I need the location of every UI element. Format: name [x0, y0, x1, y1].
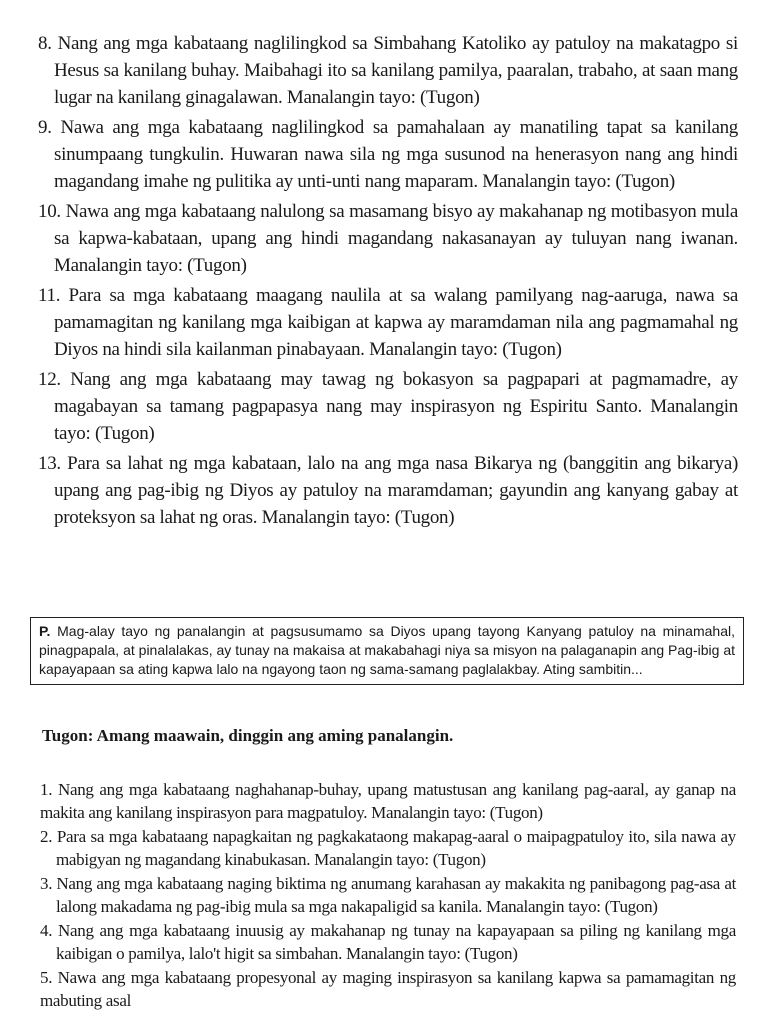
- list-item: 9. Nawa ang mga kabataang naglilingkod sa pamahalaan ay manatiling tapat sa kanilang sinumpaang tungkulin. Huwaran nawa sila ng mga susunod na henerasyon nang ang hindi magandang imahe ng pulitika ay unti-unti nang maparam. Manalangin tayo: (Tugon): [38, 117, 738, 192]
- list-item: 12. Nang ang mga kabataang may tawag ng bokasyon sa pagpapari at pagmamadre, ay magabayan sa tamang pagpapasya nang may inspirasyon ng Espiritu Santo. Manalangin tayo: (Tugon): [38, 369, 738, 444]
- list-item: 4. Nang ang mga kabataang inuusig ay makahanap ng tunay na kapayapaan sa piling ng kanilang mga kaibigan o pamilya, lalo't higit sa simbahan. Manalangin tayo: (Tugon): [40, 921, 736, 963]
- list-item: 8. Nang ang mga kabataang naglilingkod sa Simbahang Katoliko ay patuloy na makatagpo si Hesus sa kanilang buhay. Maibahagi ito sa kanilang pamilya, paaralan, trabaho, at saan mang lugar na kanilang ginagalawan. Manalangin tayo: (Tugon): [38, 33, 738, 108]
- list-item: 10. Nawa ang mga kabataang nalulong sa masamang bisyo ay makahanap ng motibasyon mula sa kapwa-kabataan, upang ang hindi magandang nakasanayan ay tuluyan nang iwanan. Manalangin tayo: (Tugon): [38, 201, 738, 276]
- list-item: 2. Para sa mga kabataang napagkaitan ng pagkakataong makapag-aaral o maipagpatuloy ito, sila nawa ay mabigyan ng magandang kinabukasan. Manalangin tayo: (Tugon): [40, 827, 736, 869]
- presider-prayer-box: [30, 617, 744, 685]
- list-item: 13. Para sa lahat ng mga kabataan, lalo na ang mga nasa Bikarya ng (banggitin ang bikarya) upang ang pag-ibig ng Diyos ay patuloy na maramdaman; gayundin ang kanyang gabay at proteksyon sa lahat ng oras. Manalangin tayo: (Tugon): [38, 453, 738, 528]
- intercessions-bottom-list: [40, 778, 736, 1013]
- list-item: 1. Nang ang mga kabataang naghahanap-buhay, upang matustusan ang kanilang pag-aaral, ay ganap na makita ang kanilang inspirasyon para magpatuloy. Manalangin tayo: (Tugon): [40, 780, 736, 822]
- intercessions-top-list: [38, 30, 738, 534]
- presider-prayer-text: Mag-alay tayo ng panalangin at pagsusumamo sa Diyos upang tayong Kanyang patuloy na minamahal, pinagpapala, at pinalalakas, ay tunay na makaisa at makabahagi niya sa misyon na palaganapin ang Pag-ibig at kapayapaan sa ating kapwa lalo na ngayong taon ng sama-samang paglalakbay. Ating sambitin...: [39, 623, 735, 677]
- presider-label: P.: [39, 623, 51, 639]
- list-item: 11. Para sa mga kabataang maagang naulila at sa walang pamilyang nag-aaruga, nawa sa pamamagitan ng kanilang mga kaibigan at kapwa ay maramdaman nila ang pagmamahal ng Diyos na hindi sila kailanman pinabayaan. Manalangin tayo: (Tugon): [38, 285, 738, 360]
- response-heading: Tugon: Amang maawain, dinggin ang aming panalangin.: [42, 726, 454, 745]
- list-item: 3. Nang ang mga kabataang naging biktima ng anumang karahasan ay makakita ng panibagong pag-asa at lalong makadama ng pag-ibig mula sa mga nakapaligid sa kanila. Manalangin tayo: (Tugon): [40, 874, 736, 916]
- list-item: 5. Nawa ang mga kabataang propesyonal ay maging inspirasyon sa kanilang kapwa sa pamamagitan ng mabuting asal: [40, 968, 736, 1010]
